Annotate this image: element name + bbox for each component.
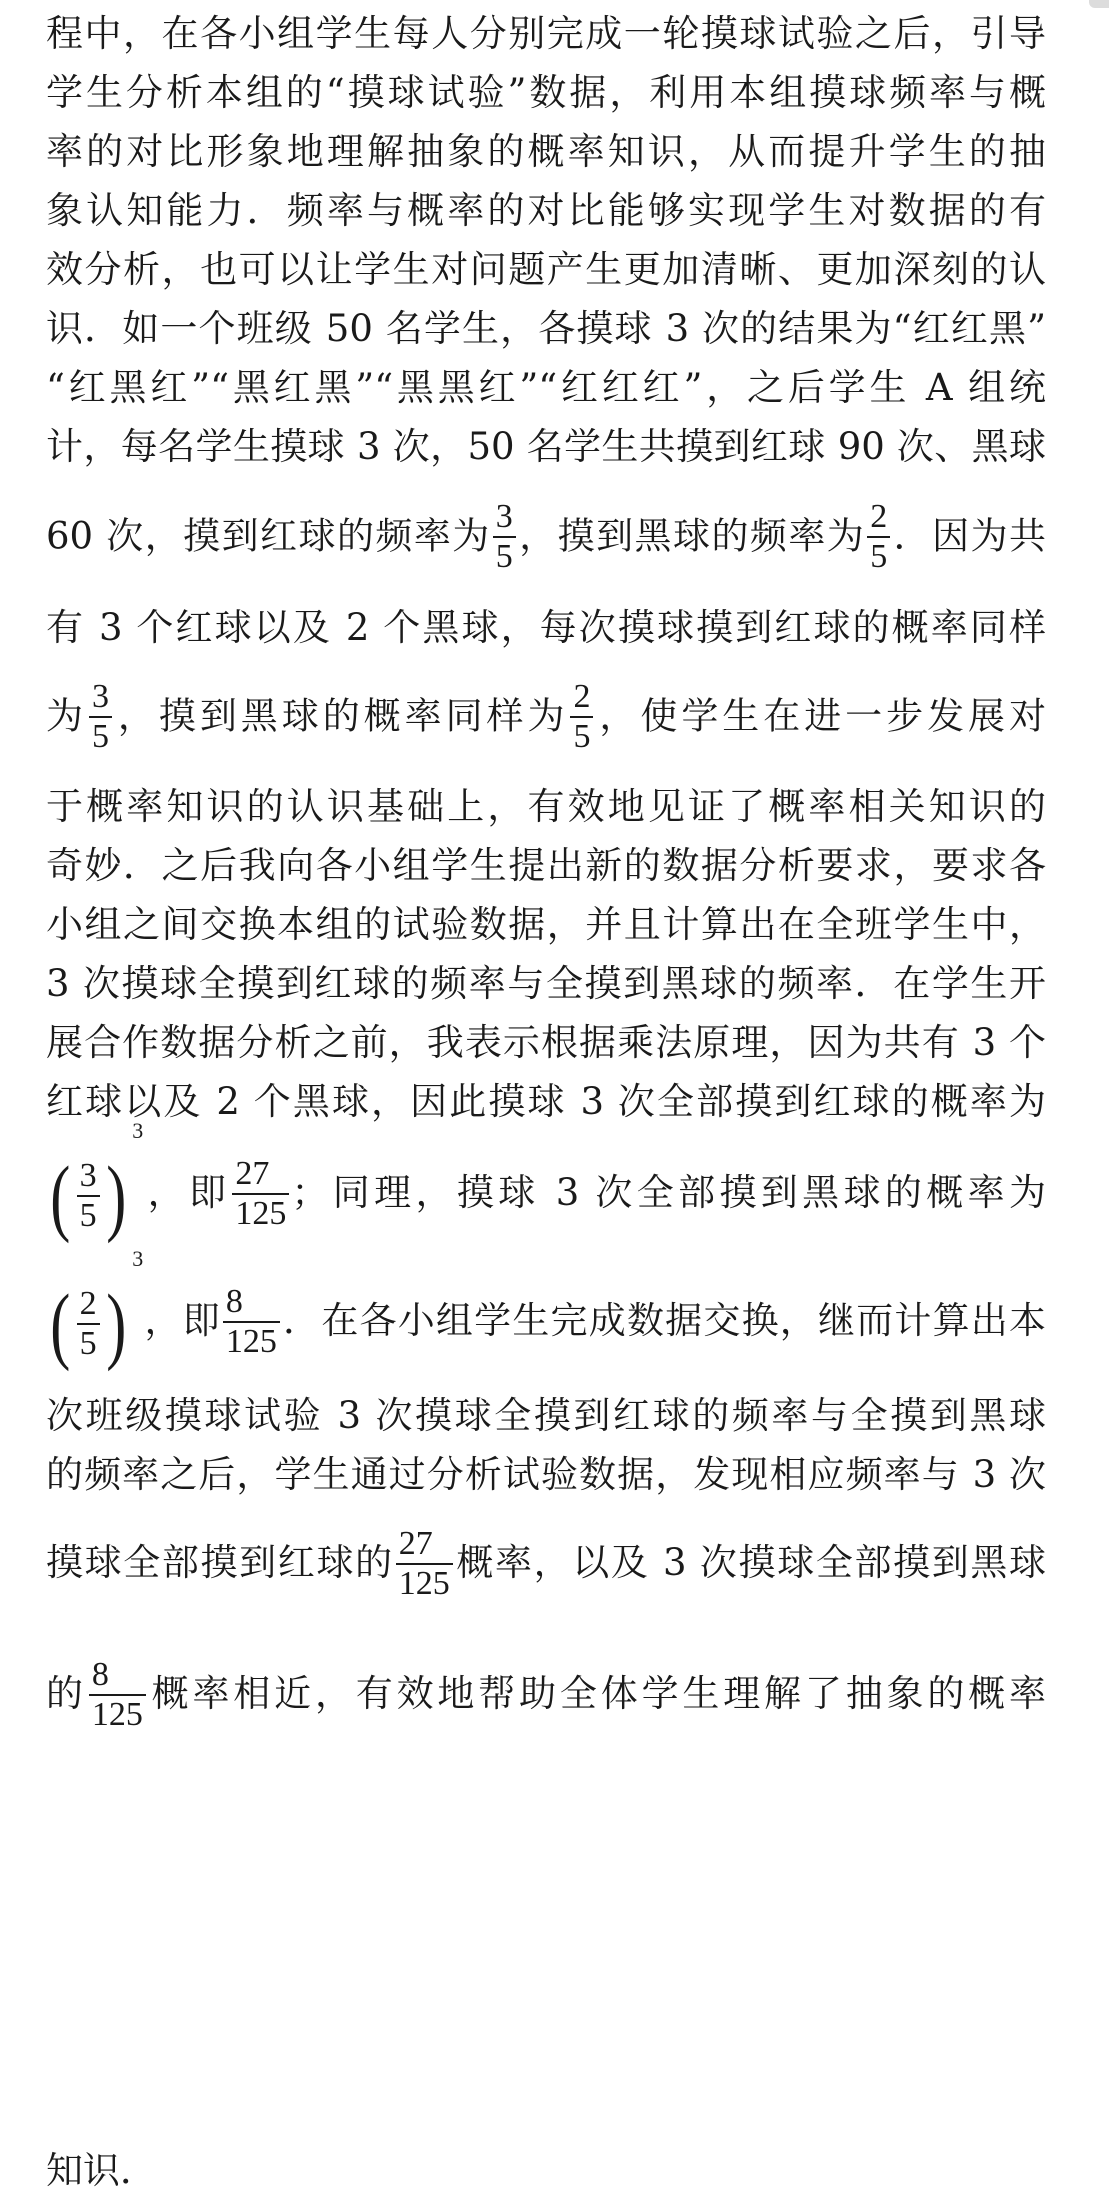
text-line-8: 计，每名学生摸球 3 次，50 名学生共摸到红球 90 次、黑球 bbox=[46, 425, 1046, 468]
text-segment: 为 bbox=[46, 694, 87, 738]
fraction-numerator: 3 bbox=[493, 498, 516, 538]
text-line-7: “红黑红”“黑红黑”“黑黑红”“红红红”，之后学生 A 组统 bbox=[46, 366, 1046, 409]
fraction-numerator: 2 bbox=[77, 1285, 100, 1325]
text-segment: 摸球全部摸到红球的 bbox=[46, 1541, 394, 1584]
exponent: 3 bbox=[132, 1118, 144, 1144]
fraction-denominator: 5 bbox=[79, 1196, 97, 1234]
right-paren: ) bbox=[105, 1275, 126, 1372]
text-segment: ，摸到黑球的概率同样为 bbox=[113, 694, 569, 738]
text-line-4: 象认知能力．频率与概率的对比能够实现学生对数据的有 bbox=[46, 189, 1046, 232]
text-line-17: 红球以及 2 个黑球，因此摸球 3 次全部摸到红球的概率为 bbox=[46, 1080, 1046, 1123]
text-segment: 概率，以及 3 次摸球全部摸到黑球 bbox=[454, 1541, 1047, 1584]
fraction-numerator: 3 bbox=[77, 1157, 100, 1197]
text-line-9 bbox=[46, 498, 1047, 575]
left-paren: ( bbox=[50, 1275, 71, 1372]
fraction-3-5 bbox=[77, 1157, 100, 1235]
text-segment: 60 次，摸到红球的频率为 bbox=[46, 514, 491, 558]
fraction-2-5 bbox=[867, 498, 890, 576]
fraction-denominator: 5 bbox=[870, 538, 888, 575]
text-segment: ，即 bbox=[143, 1171, 231, 1214]
text-line-24: 知识． bbox=[46, 2149, 157, 2192]
text-segment: ，使学生在进一步发展对 bbox=[595, 694, 1047, 738]
fraction-numerator: 8 bbox=[89, 1656, 146, 1696]
text-line-3: 率的对比形象地理解抽象的概率知识，从而提升学生的抽 bbox=[46, 130, 1046, 173]
exponent: 3 bbox=[132, 1246, 144, 1272]
text-line-12: 于概率知识的认识基础上，有效地见证了概率相关知识的 bbox=[46, 785, 1046, 828]
text-line-6: 识．如一个班级 50 名学生，各摸球 3 次的结果为“红红黑” bbox=[46, 307, 1046, 350]
text-line-21: 的频率之后，学生通过分析试验数据，发现相应频率与 3 次 bbox=[46, 1453, 1046, 1496]
text-segment: ，即 bbox=[143, 1299, 221, 1342]
fraction-3-5 bbox=[89, 678, 112, 756]
text-segment: ．因为共 bbox=[892, 514, 1047, 558]
text-line-13: 奇妙．之后我向各小组学生提出新的数据分析要求，要求各 bbox=[46, 844, 1046, 887]
text-line-10: 有 3 个红球以及 2 个黑球，每次摸球摸到红球的概率同样 bbox=[46, 606, 1046, 649]
fraction-numerator: 27 bbox=[396, 1525, 453, 1565]
fraction-denominator: 125 bbox=[91, 1695, 143, 1733]
fraction-2-5 bbox=[77, 1285, 100, 1363]
text-line-20: 次班级摸球试验 3 次摸球全摸到红球的频率与全摸到黑球 bbox=[46, 1394, 1046, 1437]
fraction-numerator: 2 bbox=[867, 498, 890, 538]
fraction-denominator: 125 bbox=[235, 1194, 287, 1232]
scroll-corner-mark bbox=[1089, 0, 1109, 8]
text-line-5: 效分析，也可以让学生对问题产生更加清晰、更加深刻的认 bbox=[46, 248, 1046, 291]
fraction-denominator: 125 bbox=[398, 1564, 450, 1602]
fraction-8-125 bbox=[89, 1656, 146, 1734]
text-line-18 bbox=[46, 1118, 1046, 1244]
text-segment: ；同理，摸球 3 次全部摸到黑球的概率为 bbox=[291, 1171, 1046, 1214]
fraction-3-5 bbox=[493, 498, 516, 576]
fraction-numerator: 3 bbox=[89, 678, 112, 718]
fraction-8-125 bbox=[223, 1283, 280, 1361]
power-expression bbox=[46, 1246, 144, 1372]
text-segment: 概率相近，有效地帮助全体学生理解了抽象的概率 bbox=[147, 1672, 1047, 1715]
text-line-19 bbox=[46, 1246, 1047, 1372]
fraction-denominator: 5 bbox=[91, 718, 109, 755]
text-segment: ．在各小组学生完成数据交换，继而计算出本 bbox=[281, 1299, 1047, 1342]
text-segment: 的 bbox=[46, 1672, 87, 1715]
fraction-denominator: 5 bbox=[79, 1324, 97, 1362]
fraction-27-125 bbox=[232, 1155, 289, 1233]
text-line-16: 展合作数据分析之前，我表示根据乘法原理，因为共有 3 个 bbox=[46, 1021, 1046, 1064]
text-line-11 bbox=[46, 678, 1047, 755]
fraction-27-125 bbox=[396, 1525, 453, 1603]
text-line-1: 程中，在各小组学生每人分别完成一轮摸球试验之后，引导 bbox=[46, 12, 1046, 55]
text-line-15: 3 次摸球全摸到红球的频率与全摸到黑球的频率．在学生开 bbox=[46, 962, 1046, 1005]
fraction-denominator: 5 bbox=[573, 718, 591, 755]
text-line-2: 学生分析本组的“摸球试验”数据，利用本组摸球频率与概 bbox=[46, 71, 1046, 114]
text-line-23 bbox=[46, 1656, 1046, 1731]
right-paren: ) bbox=[105, 1147, 126, 1244]
left-paren: ( bbox=[50, 1147, 71, 1244]
fraction-2-5 bbox=[570, 678, 593, 756]
power-expression bbox=[46, 1118, 144, 1244]
fraction-numerator: 27 bbox=[232, 1155, 289, 1195]
fraction-denominator: 5 bbox=[495, 538, 513, 575]
text-line-14: 小组之间交换本组的试验数据，并且计算出在全班学生中， bbox=[46, 903, 1046, 946]
fraction-numerator: 2 bbox=[570, 678, 593, 718]
fraction-denominator: 125 bbox=[225, 1322, 277, 1360]
fraction-numerator: 8 bbox=[223, 1283, 280, 1323]
text-segment: ，摸到黑球的频率为 bbox=[517, 514, 866, 558]
text-line-22 bbox=[46, 1525, 1046, 1600]
